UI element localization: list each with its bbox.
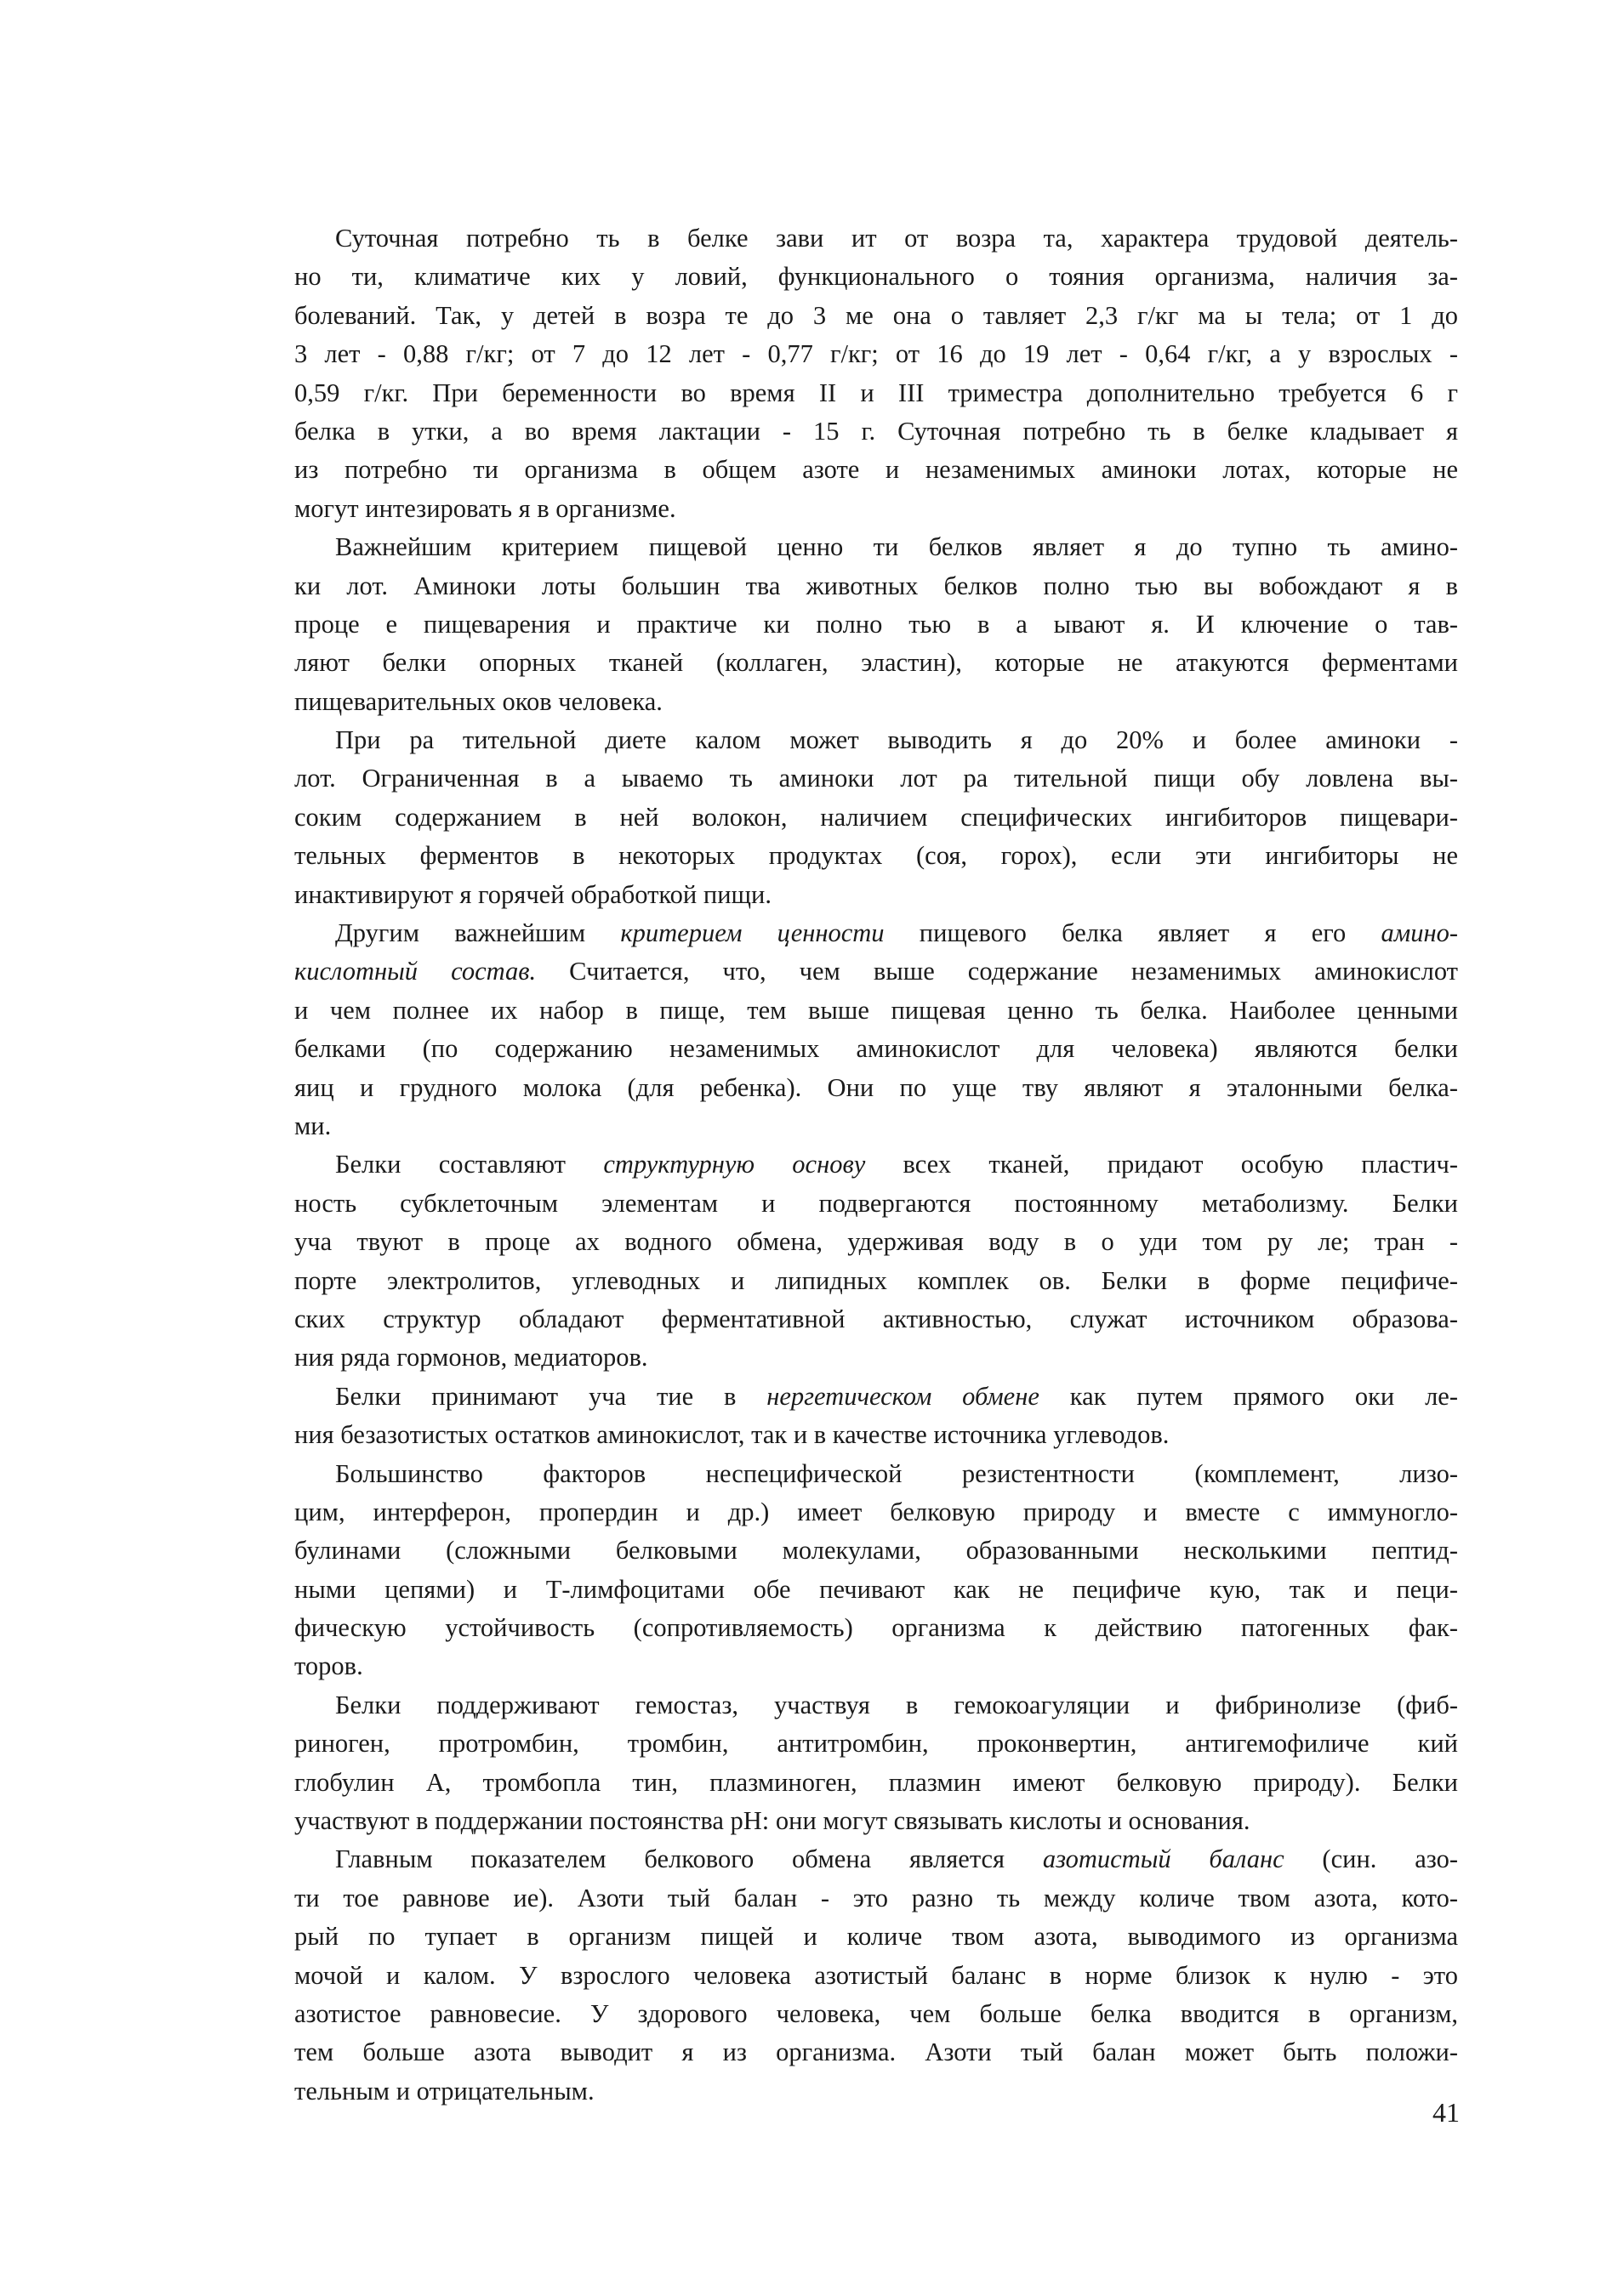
text-run: инактивируют я горячей обработкой пищи. — [294, 879, 772, 909]
text-line — [294, 1840, 1458, 1878]
text-run: При ра тительной диете калом может выводить я до 20% и более аминоки - — [335, 725, 1458, 755]
text-run: Белки поддерживают гемостаз, участвуя в гемокоагуляции и фибринолизе (фиб- — [335, 1690, 1458, 1719]
text-run: пищеварительных оков человека. — [294, 686, 663, 716]
italic-term: структурную основу — [603, 1150, 866, 1179]
text-run: и чем полнее их набор в пище, тем выше пищевая ценно ть белка. Наиболее ценными — [294, 995, 1458, 1025]
text-run: ния безазотистых остатков аминокислот, так и в качестве источника углеводов. — [294, 1420, 1170, 1450]
text-line — [294, 1069, 1458, 1107]
paragraph — [294, 1378, 1458, 1455]
text-line — [294, 914, 1458, 952]
text-run: 0,59 г/кг. При беременности во время II и III триместра дополнительно требуется 6 г — [294, 378, 1458, 407]
text-line — [294, 1725, 1458, 1763]
italic-term: нергетическом обмене — [766, 1381, 1039, 1411]
text-line — [294, 335, 1458, 373]
text-run: Считается, что, чем выше содержание незаменимых аминокислот — [536, 957, 1458, 986]
text-run: азотистое равновесие. У здорового человека, чем больше белка вводится в организм, — [294, 1998, 1458, 2028]
text-line — [294, 1030, 1458, 1068]
text-line — [294, 2072, 1458, 2111]
text-run: болеваний. Так, у детей в возра те до 3 ме она о тавляет 2,3 г/кг ма ы тела; от 1 до — [294, 300, 1458, 330]
text-run: проце е пищеварения и практиче ки полно тью в а ывают я. И ключение о тав- — [294, 609, 1458, 639]
italic-term: азотистый баланс — [1042, 1844, 1284, 1874]
text-line — [294, 258, 1458, 296]
text-run: ми. — [294, 1111, 332, 1140]
text-run: пищевого белка являет я его — [884, 918, 1381, 948]
text-line — [294, 759, 1458, 798]
paragraph — [294, 1145, 1458, 1377]
text-run: мочой и калом. У взрослого человека азотистый баланс в норме близок к нулю - это — [294, 1960, 1458, 1990]
text-run: ния ряда гормонов, медиаторов. — [294, 1343, 648, 1372]
page-body — [294, 219, 1458, 2111]
text-run: рый по тупает в организм пищей и количе твом азота, выводимого из организма — [294, 1922, 1458, 1952]
text-run: порте электролитов, углеводных и липидных комплек ов. Белки в форме пецифиче- — [294, 1265, 1458, 1295]
text-line — [294, 1223, 1458, 1261]
text-line — [294, 798, 1458, 837]
text-run: Суточная потребно ть в белке зави ит от возра та, характера трудовой деятель- — [335, 224, 1458, 253]
text-run: участвуют в поддержании постоянства рН: они могут связывать кислоты и основания. — [294, 1806, 1250, 1836]
paragraph — [294, 1840, 1458, 2111]
text-run: всех тканей, придают особую пластич- — [865, 1150, 1458, 1179]
text-line — [294, 721, 1458, 759]
italic-term: критерием ценности — [620, 918, 885, 948]
text-run: Другим важнейшим — [335, 918, 621, 948]
text-run: ти тое равнове ие). Азоти тый балан - это разно ть между количе твом азота, кото- — [294, 1883, 1458, 1912]
text-line — [294, 1262, 1458, 1300]
text-run: Белки принимают уча тие в — [335, 1381, 767, 1411]
text-run: (син. азо- — [1284, 1844, 1459, 1874]
text-run: глобулин А, тромбопла тин, плазминоген, плазмин имеют белковую природу). Белки — [294, 1767, 1458, 1797]
text-run: торов. — [294, 1651, 363, 1681]
text-run: фическую устойчивость (сопротивляемость) организма к действию патогенных фак- — [294, 1613, 1458, 1643]
text-line — [294, 1957, 1458, 1995]
text-run: тем больше азота выводит я из организма. Азоти тый балан может быть положи- — [294, 2037, 1458, 2067]
text-run: из потребно ти организма в общем азоте и незаменимых аминоки лотах, которые не — [294, 455, 1458, 485]
text-run: как путем прямого оки ле- — [1039, 1381, 1458, 1411]
text-line — [294, 683, 1458, 721]
text-line — [294, 490, 1458, 528]
text-line — [294, 1455, 1458, 1493]
text-run: тельных ферментов в некоторых продуктах (соя, горох), если эти ингибиторы не — [294, 841, 1458, 871]
page-number: 41 — [1432, 2097, 1460, 2128]
text-line — [294, 1378, 1458, 1416]
text-run: Главным показателем белкового обмена является — [335, 1844, 1043, 1874]
text-run: соким содержанием в ней волокон, наличием специфических ингибиторов пищевари- — [294, 802, 1458, 832]
text-run: ских структур обладают ферментативной активностью, служат источником образова- — [294, 1304, 1458, 1333]
text-run: тельным и отрицательным. — [294, 2076, 595, 2106]
text-run: могут интезировать я в организме. — [294, 493, 676, 523]
text-run: белка в утки, а во время лактации - 15 г. Суточная потребно ть в белке кладывает я — [294, 416, 1458, 446]
text-line — [294, 1493, 1458, 1532]
text-run: ными цепями) и Т-лимфоцитами обе печивают как не пецифиче кую, так и пеци- — [294, 1574, 1458, 1604]
text-line — [294, 1416, 1458, 1454]
text-line — [294, 1995, 1458, 2033]
paragraph — [294, 1455, 1458, 1686]
text-run: 3 лет - 0,88 г/кг; от 7 до 12 лет - 0,77 г/кг; от 16 до 19 лет - 0,64 г/кг, а у взрослых - — [294, 339, 1458, 369]
text-line — [294, 1879, 1458, 1918]
text-line — [294, 374, 1458, 412]
text-line — [294, 1300, 1458, 1338]
text-line — [294, 876, 1458, 914]
text-line — [294, 219, 1458, 258]
text-run: ляют белки опорных тканей (коллаген, эластин), которые не атакуются ферментами — [294, 648, 1458, 678]
text-run: ность субклеточным элементам и подвергаются постоянному метаболизму. Белки — [294, 1188, 1458, 1218]
text-line — [294, 2033, 1458, 2072]
text-line — [294, 605, 1458, 644]
text-run: лот. Ограниченная в а ываемо ть аминоки лот ра тительной пищи обу ловлена вы- — [294, 764, 1458, 793]
text-run: Важнейшим критерием пищевой ценно ти белков являет я до тупно ть амино- — [335, 532, 1458, 562]
text-run: белками (по содержанию незаменимых аминокислот для человека) являются белки — [294, 1034, 1458, 1064]
text-line — [294, 1647, 1458, 1685]
text-run: риноген, протромбин, тромбин, антитромбин, проконвертин, антигемофиличе кий — [294, 1729, 1458, 1759]
text-run: Белки составляют — [335, 1150, 604, 1179]
italic-term: амино- — [1381, 918, 1458, 948]
text-run: яиц и грудного молока (для ребенка). Они по уще тву являют я эталонными белка- — [294, 1072, 1458, 1102]
text-line — [294, 1764, 1458, 1802]
paragraph — [294, 1686, 1458, 1841]
paragraph — [294, 721, 1458, 914]
text-line — [294, 1338, 1458, 1377]
italic-term: кислотный состав. — [294, 957, 537, 986]
text-run: уча твуют в проце ах водного обмена, удерживая воду в о уди том ру ле; тран - — [294, 1227, 1458, 1257]
text-line — [294, 1802, 1458, 1840]
text-line — [294, 1686, 1458, 1725]
text-line — [294, 1571, 1458, 1609]
paragraph — [294, 528, 1458, 721]
text-line — [294, 412, 1458, 451]
text-line — [294, 992, 1458, 1030]
text-run: цим, интерферон, пропердин и др.) имеет белковую природу и вместе с иммуногло- — [294, 1497, 1458, 1526]
text-line — [294, 837, 1458, 875]
text-line — [294, 297, 1458, 335]
text-run: но ти, климатиче ких у ловий, функционального о тояния организма, наличия за- — [294, 262, 1458, 292]
text-line — [294, 1145, 1458, 1184]
text-line — [294, 1185, 1458, 1223]
text-line — [294, 451, 1458, 489]
text-line — [294, 567, 1458, 605]
text-line — [294, 952, 1458, 991]
text-line — [294, 528, 1458, 566]
text-run: Большинство факторов неспецифической резистентности (комплемент, лизо- — [335, 1458, 1458, 1488]
text-line — [294, 1918, 1458, 1956]
text-line — [294, 644, 1458, 682]
text-line — [294, 1609, 1458, 1647]
text-line — [294, 1107, 1458, 1145]
paragraph — [294, 219, 1458, 528]
text-line — [294, 1532, 1458, 1570]
text-run: булинами (сложными белковыми молекулами, образованными несколькими пептид- — [294, 1536, 1458, 1566]
text-run: ки лот. Аминоки лоты большин тва животных белков полно тью вы вобождают я в — [294, 571, 1458, 600]
paragraph — [294, 914, 1458, 1145]
